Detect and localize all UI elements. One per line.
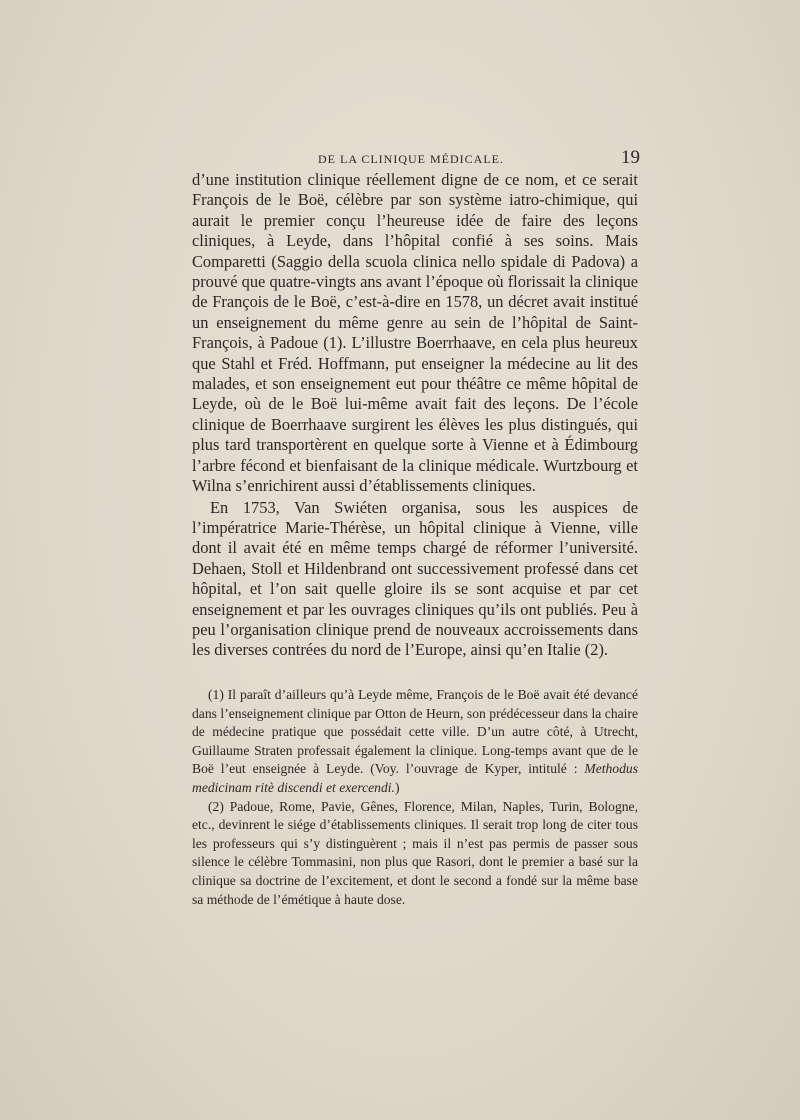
page-number: 19 <box>621 147 640 168</box>
footnote-1-book-title: Methodus medicinam ritè discendi et exercendi. <box>192 761 638 795</box>
footnote-1-close: ) <box>394 779 400 795</box>
footnote-1 <box>192 686 638 798</box>
footnote-1-text: (1) Il paraît d’ailleurs qu’à Leyde même, François de le Boë avait été devancé dans l’enseignement clinique par Otton de Heurn, son prédécesseur dans la chaire de médecine pratique que possédait cette ville. D’un autre côté, à Utrecht, Guillaume Straten professait également la clinique. Long-temps avant que de le Boë l’eut enseignée à Leyde. (Voy. l’ouvrage de Kyper, intitulé : <box>192 687 638 777</box>
paragraph-1: d’une institution clinique réellement digne de ce nom, et ce serait François de le Boë, célèbre par son système iatro-chimique, qui aurait le premier conçu l’heureuse idée de faire des leçons cliniques, à Leyde, dans l’hôpital confié à ses soins. Mais Comparetti (Saggio della scuola clinica nello spidale di Padova) a prouvé que quatre-vingts ans avant l’époque où florissait la clinique de François de le Boë, c’est-à-dire en 1578, un décret avait institué un enseignement du même genre au sein de l’hôpital de Saint-François, à Padoue (1). L’illustre Boerrhaave, en cela plus heureux que Stahl et Fréd. Hoffmann, put enseigner la médecine au lit des malades, et son enseignement eut pour théâtre ce même hôpital de Leyde, où de le Boë lui-même avait fait des leçons. De l’école clinique de Boerrhaave surgirent les élèves les plus distingués, qui plus tard transportèrent en quelque sorte à Vienne et à Édimbourg l’arbre fécond et bienfaisant de la clinique médicale. Wurtzbourg et Wilna s’enrichirent aussi d’établissements cliniques. <box>192 170 638 496</box>
main-text <box>192 170 638 661</box>
running-head: DE LA CLINIQUE MÉDICALE. <box>318 152 504 166</box>
footnotes <box>192 686 638 909</box>
paragraph-2: En 1753, Van Swiéten organisa, sous les auspices de l’impératrice Marie-Thérèse, un hôpital clinique à Vienne, ville dont il avait été en même temps chargé de réformer l’université. Dehaen, Stoll et Hildenbrand ont successivement professé dans cet hôpital, et l’on sait quelle gloire ils se sont acquise et par cet enseignement et par les ouvrages cliniques qu’ils ont publiés. Peu à peu l’organisation clinique prend de nouveaux accroissements dans les diverses contrées du nord de l’Europe, ainsi qu’en Italie (2). <box>192 497 638 660</box>
page-header <box>318 147 640 169</box>
footnote-2: (2) Padoue, Rome, Pavie, Gênes, Florence, Milan, Naples, Turin, Bologne, etc., devinrent le siége d’établissements cliniques. Il serait trop long de citer tous les professeurs qui s’y distinguèrent ; mais il n’est pas permis de passer sous silence le célèbre Tommasini, non plus que Rasori, dont le premier a basé sur la clinique sa doctrine de l’excitement, et dont le second a fondé sur la même base sa méthode de l’émétique à haute dose. <box>192 798 638 907</box>
